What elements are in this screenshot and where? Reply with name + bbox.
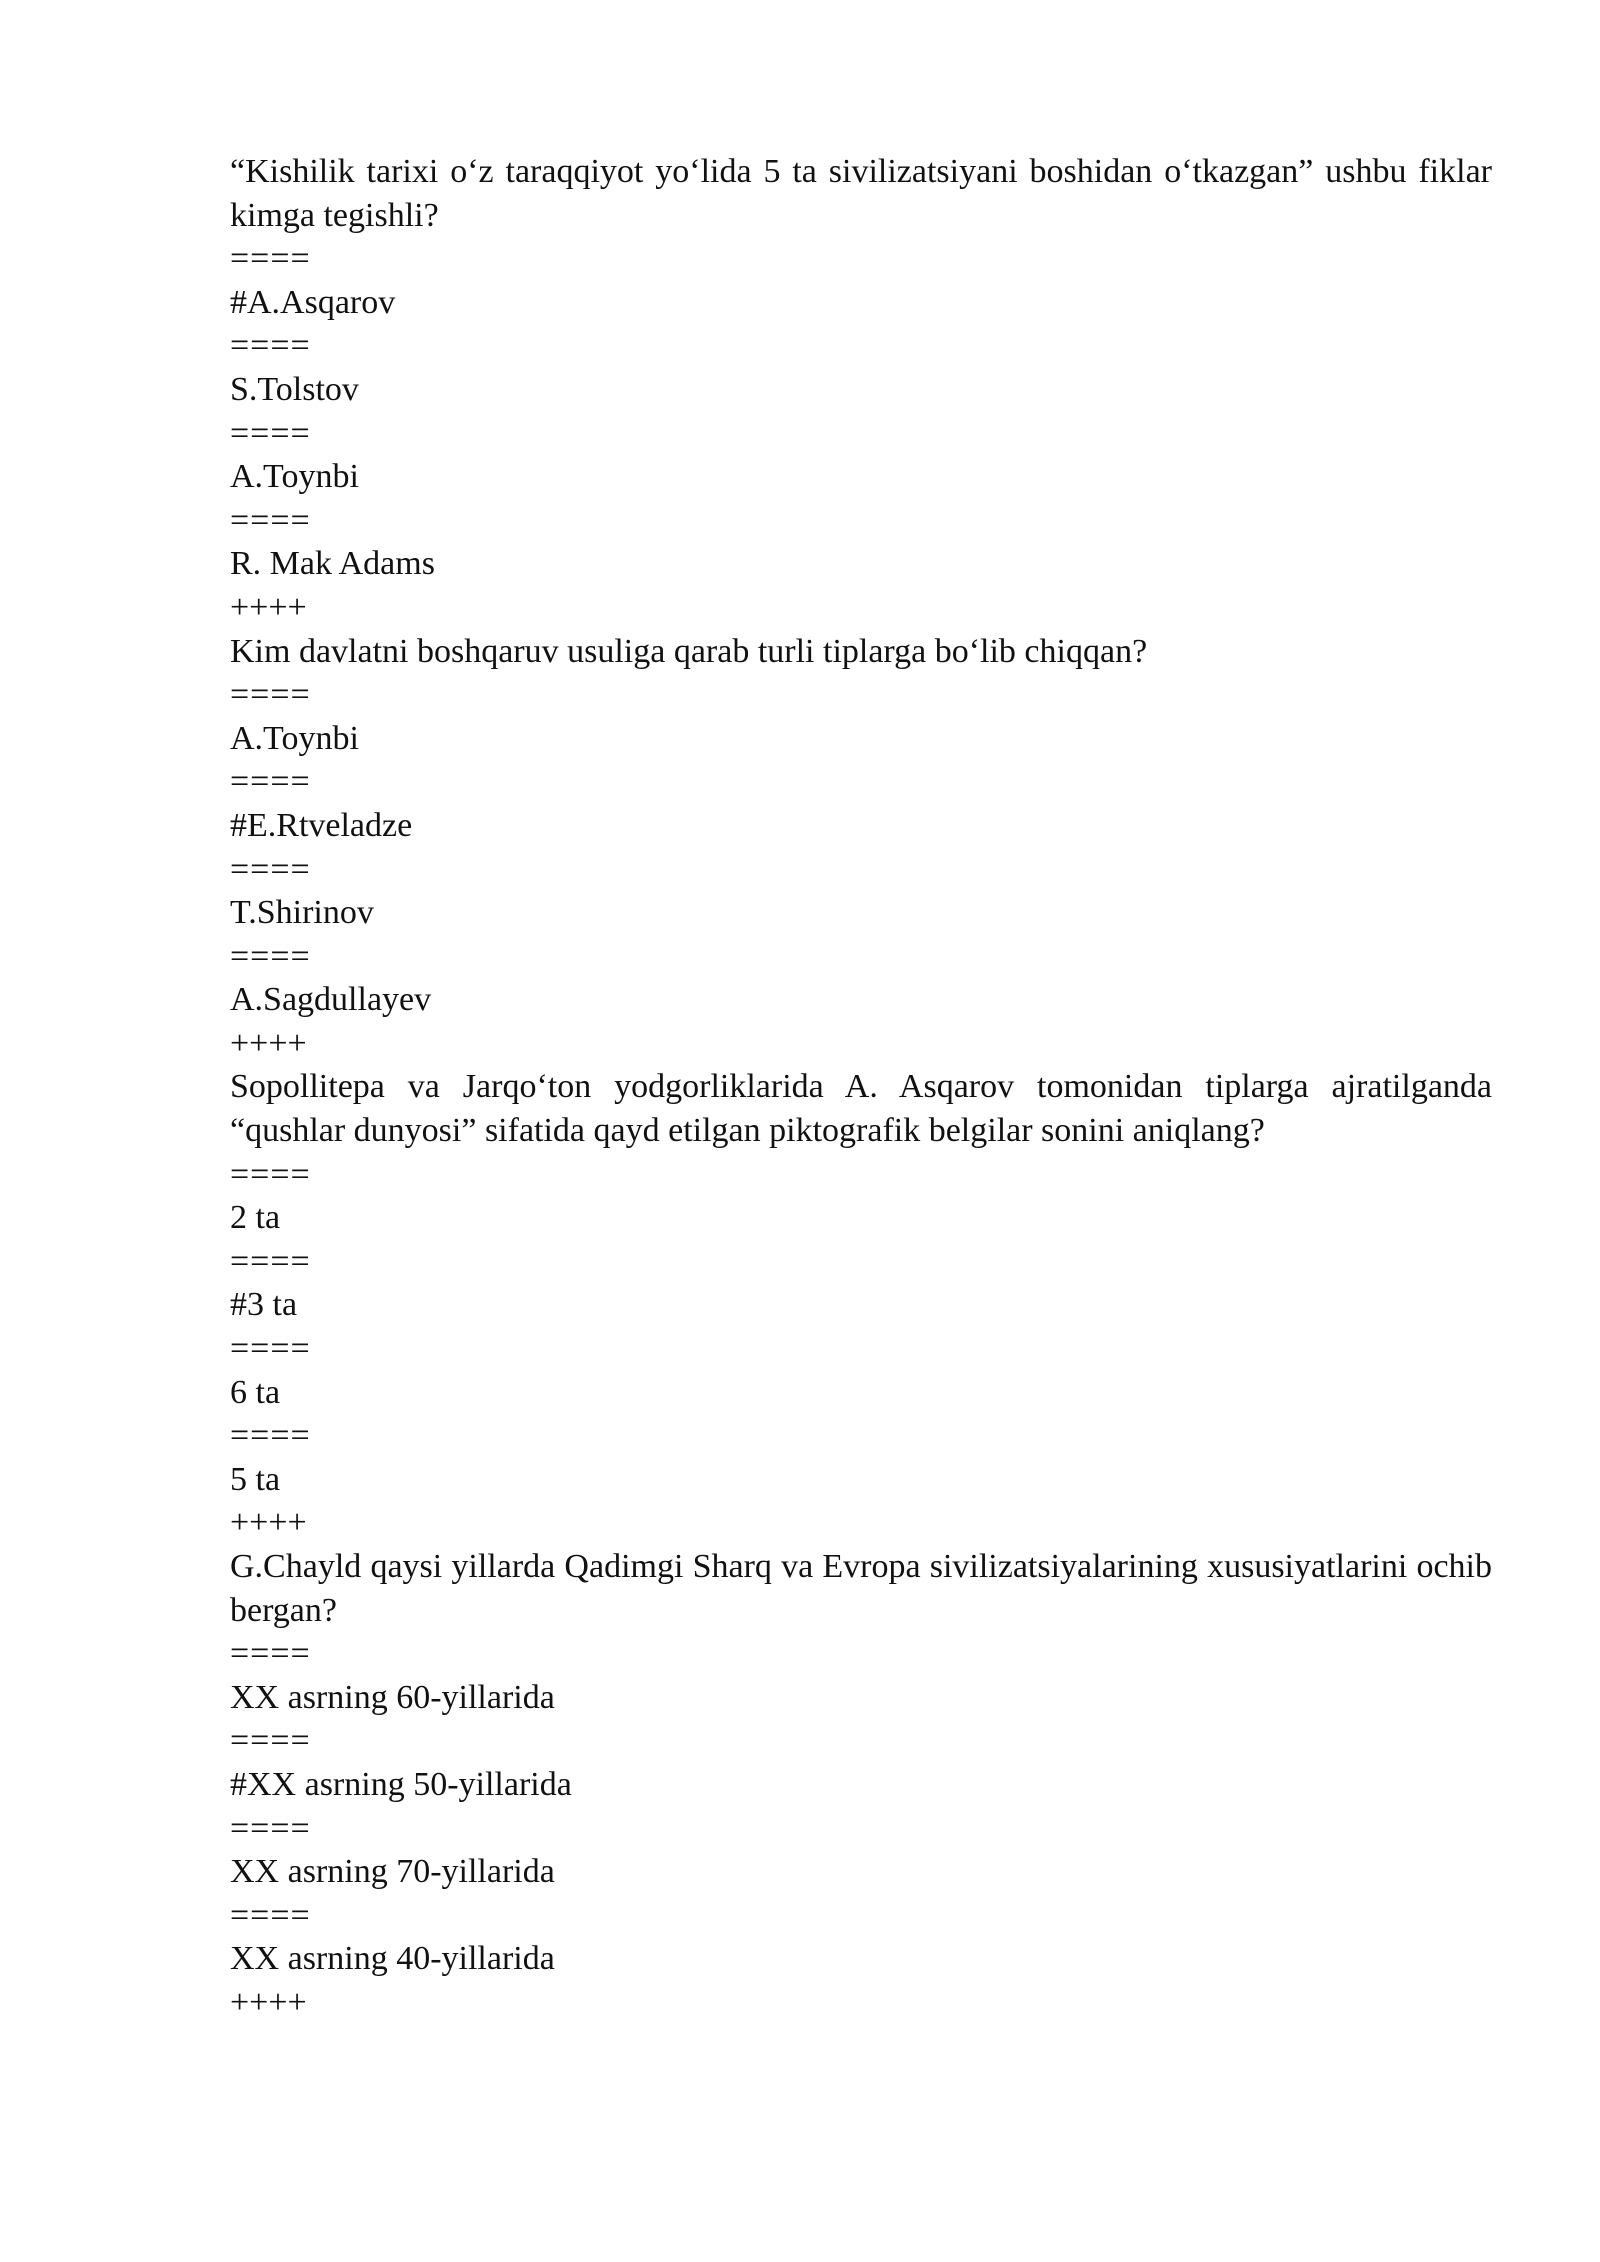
answer-option: R. Mak Adams xyxy=(230,545,435,583)
block-end-marker: ++++ xyxy=(230,588,307,626)
answer-option: A.Toynbi xyxy=(230,458,359,496)
answer-option: 2 ta xyxy=(230,1199,281,1237)
separator: ==== xyxy=(230,763,311,801)
answer-option: XX asrning 60-yillarida xyxy=(230,1678,555,1716)
answer-option: XX asrning 70-yillarida xyxy=(230,1853,555,1891)
separator: ==== xyxy=(230,1155,311,1193)
answer-option: #A.Asqarov xyxy=(230,283,396,321)
separator: ==== xyxy=(230,414,311,452)
answer-option: #E.Rtveladze xyxy=(230,806,413,844)
question-text: G.Chayld qaysi yillarda Qadimgi Sharq va Evropa sivilizatsiyalarining xususiyatlarini ochib bergan? xyxy=(230,1548,1501,1629)
separator: ==== xyxy=(230,1809,311,1847)
answer-option: 6 ta xyxy=(230,1373,281,1411)
separator: ==== xyxy=(230,327,311,365)
answer-option: 5 ta xyxy=(230,1460,281,1498)
separator: ==== xyxy=(230,1417,311,1455)
question-block-3 xyxy=(230,1065,1501,1545)
answer-option: A.Sagdullayev xyxy=(230,981,432,1019)
document-page xyxy=(230,150,1501,2025)
question-block-2 xyxy=(230,630,1492,1066)
question-text: Sopollitepa va Jarqo‘ton yodgorliklarida A. Asqarov tomonidan tiplarga ajratilganda “qushlar dunyosi” sifatida qayd etilgan piktografik belgilar sonini aniqlang? xyxy=(230,1068,1501,1150)
question-block-1 xyxy=(230,150,1501,630)
question-text: “Kishilik tarixi o‘z taraqqiyot yo‘lida 5 ta sivilizatsiyani boshidan o‘tkazgan” ushbu fiklar kimga tegishli? xyxy=(230,153,1501,234)
separator: ==== xyxy=(230,850,311,888)
block-end-marker: ++++ xyxy=(230,1504,307,1542)
separator: ==== xyxy=(230,1330,311,1368)
question-block-4 xyxy=(230,1545,1501,2025)
separator: ==== xyxy=(230,1896,311,1934)
block-end-marker: ++++ xyxy=(230,1024,307,1062)
answer-option: S.Tolstov xyxy=(230,370,359,408)
answer-option: XX asrning 40-yillarida xyxy=(230,1940,555,1978)
separator: ==== xyxy=(230,240,311,278)
answer-option: #3 ta xyxy=(230,1286,298,1324)
separator: ==== xyxy=(230,937,311,975)
separator: ==== xyxy=(230,501,311,539)
question-text: Kim davlatni boshqaruv usuliga qarab turli tiplarga bo‘lib chiqqan? xyxy=(230,632,1148,670)
separator: ==== xyxy=(230,676,311,714)
separator: ==== xyxy=(230,1242,311,1280)
block-end-marker: ++++ xyxy=(230,1983,307,2021)
answer-option: T.Shirinov xyxy=(230,894,374,932)
answer-option: A.Toynbi xyxy=(230,719,359,757)
answer-option: #XX asrning 50-yillarida xyxy=(230,1765,572,1803)
separator: ==== xyxy=(230,1635,311,1673)
separator: ==== xyxy=(230,1722,311,1760)
